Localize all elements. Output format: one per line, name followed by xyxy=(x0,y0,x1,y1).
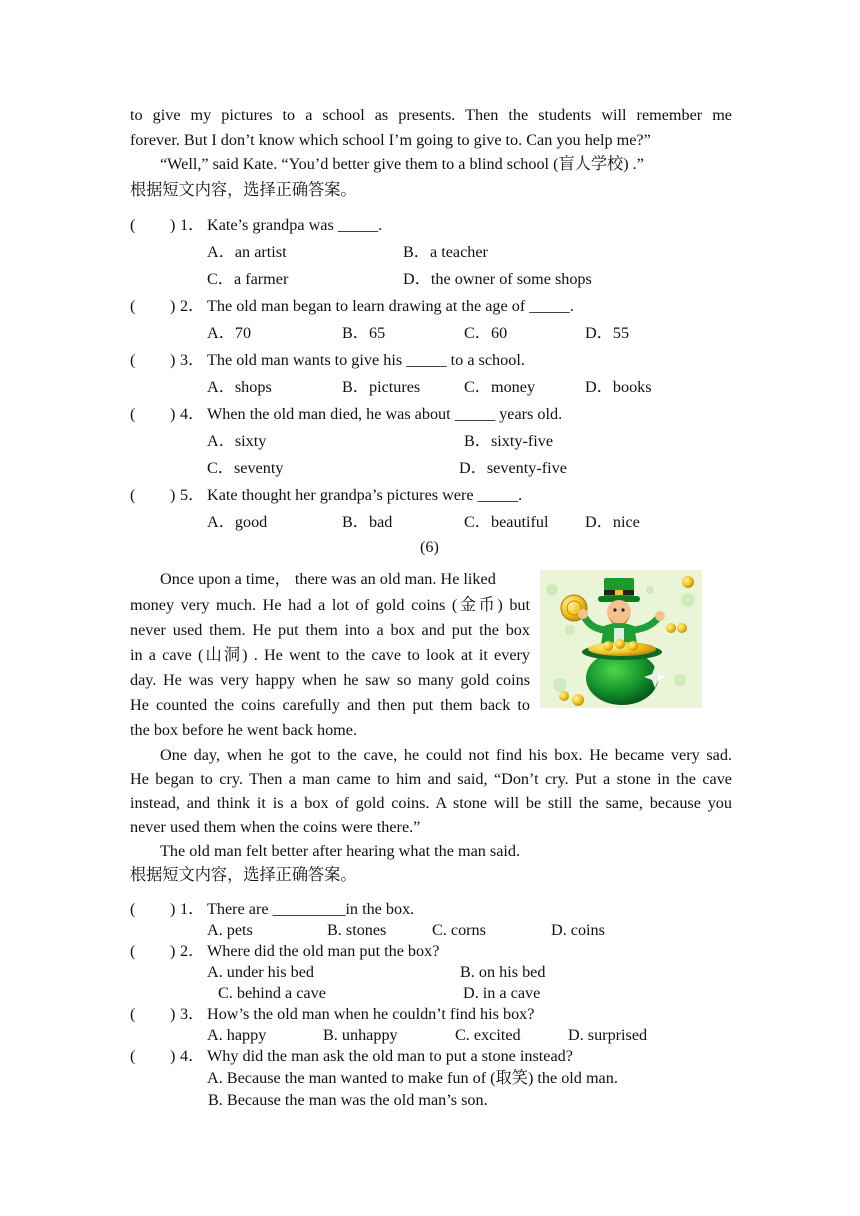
option: C．seventy xyxy=(207,459,284,477)
answer-paren-close: ) xyxy=(170,900,176,918)
answer-paren-open: ( xyxy=(130,297,136,315)
question-stem: There are _________in the box. xyxy=(207,900,415,918)
instruction: 根据短文内容，选择正确答案。 xyxy=(130,866,357,884)
option: B. unhappy xyxy=(323,1026,398,1044)
option: B．sixty-five xyxy=(464,432,554,450)
option: C．money xyxy=(464,378,536,396)
answer-paren-open: ( xyxy=(130,1047,136,1065)
question-stem: Kate thought her grandpa’s pictures were _____. xyxy=(207,486,523,504)
option: A. pets xyxy=(207,921,253,939)
question-stem: Why did the man ask the old man to put a stone instead? xyxy=(207,1047,573,1065)
answer-paren-open: ( xyxy=(130,1005,136,1023)
question-stem: Kate’s grandpa was _____. xyxy=(207,216,383,234)
answer-paren-open: ( xyxy=(130,216,136,234)
option: A．70 xyxy=(207,324,252,342)
option: B．65 xyxy=(342,324,386,342)
passage-line: He counted the coins carefully and then put them back to xyxy=(130,696,530,714)
option: A．shops xyxy=(207,378,272,396)
option: B. Because the man was the old man’s son. xyxy=(208,1091,488,1109)
answer-paren-close: ) xyxy=(170,297,176,315)
answer-paren-close: ) xyxy=(170,405,176,423)
question-number: 5． xyxy=(180,486,205,504)
option: B．a teacher xyxy=(403,243,488,261)
passage-line: the box before he went back home. xyxy=(130,721,357,739)
passage-line: never used them. He put them into a box and put the box xyxy=(130,621,530,639)
option: D．55 xyxy=(585,324,630,342)
option: A．sixty xyxy=(207,432,267,450)
passage-line: “Well,” said Kate. “You’d better give them to a blind school (盲人学校) .” xyxy=(160,155,644,173)
option: C. corns xyxy=(432,921,486,939)
question-number: 3． xyxy=(180,351,205,369)
option: A．good xyxy=(207,513,268,531)
question-number: 1． xyxy=(180,900,205,918)
answer-paren-close: ) xyxy=(170,351,176,369)
question-stem: When the old man died, he was about _____ years old. xyxy=(207,405,563,423)
question-number: 3． xyxy=(180,1005,205,1023)
question-number: 2． xyxy=(180,942,205,960)
passage-line: He began to cry. Then a man came to him and said, “Don’t cry. Put a stone in the cave xyxy=(130,770,732,788)
passage-line: forever. But I don’t know which school I’m going to give to. Can you help me?” xyxy=(130,131,651,149)
question-number: 1． xyxy=(180,216,205,234)
answer-paren-close: ) xyxy=(170,216,176,234)
question-stem: Where did the old man put the box? xyxy=(207,942,440,960)
question-number: 4． xyxy=(180,405,205,423)
instruction: 根据短文内容，选择正确答案。 xyxy=(130,181,357,199)
option: B．bad xyxy=(342,513,393,531)
leprechaun-pot-of-gold-icon xyxy=(540,570,702,708)
question-number: 2． xyxy=(180,297,205,315)
section-heading: (6) xyxy=(420,538,439,556)
answer-paren-close: ) xyxy=(170,942,176,960)
option: A. happy xyxy=(207,1026,267,1044)
answer-paren-open: ( xyxy=(130,900,136,918)
passage-line: in a cave (山洞) . He went to the cave to look at it every xyxy=(130,646,530,664)
answer-paren-open: ( xyxy=(130,351,136,369)
answer-paren-close: ) xyxy=(170,486,176,504)
answer-paren-open: ( xyxy=(130,942,136,960)
option: A. under his bed xyxy=(207,963,314,981)
question-number: 4． xyxy=(180,1047,205,1065)
option: D. surprised xyxy=(568,1026,648,1044)
option: A．an artist xyxy=(207,243,287,261)
question-stem: The old man began to learn drawing at the age of _____. xyxy=(207,297,574,315)
option: C．a farmer xyxy=(207,270,289,288)
option: C．beautiful xyxy=(464,513,549,531)
option: C．60 xyxy=(464,324,508,342)
option: D. coins xyxy=(551,921,605,939)
passage-line: day. He was very happy when he saw so many gold coins xyxy=(130,671,530,689)
answer-paren-close: ) xyxy=(170,1047,176,1065)
answer-paren-close: ) xyxy=(170,1005,176,1023)
option: D. in a cave xyxy=(463,984,541,1002)
leprechaun-illustration xyxy=(540,570,702,708)
option: C. behind a cave xyxy=(218,984,326,1002)
question-stem: The old man wants to give his _____ to a school. xyxy=(207,351,525,369)
passage-line: The old man felt better after hearing what the man said. xyxy=(160,842,521,860)
passage-line: money very much. He had a lot of gold coins (金币) but xyxy=(130,596,530,614)
answer-paren-open: ( xyxy=(130,486,136,504)
option: B．pictures xyxy=(342,378,421,396)
option: D．seventy-five xyxy=(459,459,567,477)
passage-line: to give my pictures to a school as presents. Then the students will remember me xyxy=(130,106,732,124)
question-stem: How’s the old man when he couldn’t find his box? xyxy=(207,1005,535,1023)
passage-line: One day, when he got to the cave, he could not find his box. He became very sad. xyxy=(160,746,732,764)
passage-line: Once upon a time， there was an old man. He liked xyxy=(160,570,496,588)
passage-line: instead, and think it is a box of gold coins. A stone will be still the same, because you xyxy=(130,794,732,812)
option: C. excited xyxy=(455,1026,521,1044)
option: D．the owner of some shops xyxy=(403,270,592,288)
option: B. on his bed xyxy=(460,963,546,981)
answer-paren-open: ( xyxy=(130,405,136,423)
option: B. stones xyxy=(327,921,387,939)
option: D．nice xyxy=(585,513,640,531)
option: A. Because the man wanted to make fun of (取笑) the old man. xyxy=(207,1069,618,1087)
option: D．books xyxy=(585,378,652,396)
passage-line: never used them when the coins were there.” xyxy=(130,818,421,836)
